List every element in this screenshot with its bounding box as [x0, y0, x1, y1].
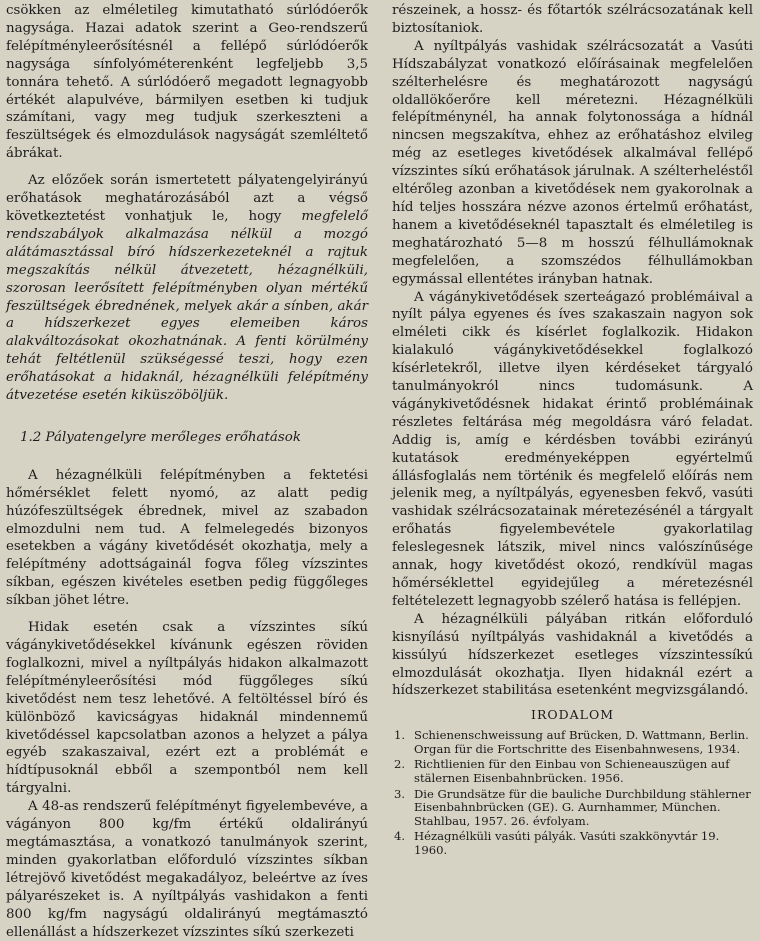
reference-text: Hézagnélküli vasúti pályák. Vasúti szakkönyvtár 19. 1960.	[414, 829, 720, 857]
references-list	[392, 729, 753, 857]
paragraph	[6, 172, 368, 405]
reference-text: Schienenschweissung auf Brücken, D. Wattmann, Berlin. Organ für die Fortschritte des Eisenbahnwesens, 1934.	[414, 728, 749, 756]
paragraph-text: Az előzőek során ismertetett pályatengelyirányú erőhatások meghatározásából azt a végső következtetést vonhatjuk le, hogy	[6, 173, 368, 224]
paragraph: Hidak esetén csak a vízszintes síkú vágánykivetődésekkel kívánunk egészen röviden foglalkozni, mivel a nyíltpályás hidakon alkalmazott felépítményleerősítési mód függőleges síkú kivetődést nem tesz lehetővé. A feltöltéssel bíró és különböző kavicságyas hidaknál mindennemű kivetődéssel kapcsolatban azonos a helyzet a pálya egyéb szakaszaival, ezért ezt a problémát e hídtípusoknál ebből a szempontból nem kell tárgyalni.	[6, 620, 368, 797]
paragraph: részeinek, a hossz- és főtartók szélrácsozatának kell biztosítaniok.	[392, 3, 753, 36]
reference-number: 4.	[394, 829, 406, 844]
left-column	[6, 2, 368, 941]
reference-item	[392, 788, 753, 829]
reference-number: 2.	[394, 757, 406, 772]
reference-text: Richtlienien für den Einbau von Schieneauszügen auf stälernen Eisenbahnbrücken. 1956.	[414, 757, 730, 786]
references-title: IRODALOM	[531, 707, 614, 723]
paragraph: csökken az elméletileg kimutatható súrlódóerők nagysága. Hazai adatok szerint a Geo-rendszerű felépítményleerősítésnél a fellépő súrlódóerők nagysága sínfolyóméterenként legfeljebb 3,5 tonnára tehető. A súrlódóerő megadott legnagyobb értékét alapulvéve, bármilyen esetben ki tudjuk számítani, vagy meg tudjuk szerkeszteni a feszültségek és elmozdulások nagyságát szemléltető ábrákat.	[6, 3, 368, 162]
emphasized-conclusion: megfelelő rendszabályok alkalmazása nélkül a mozgó alátámasztással bíró hídszerkezeteknél a rajtuk megszakítás nélkül átvezetett, hézagnélküli, szorosan leerősített felépítményben olyan mértékű feszültségek ébrednének, melyek akár a sínben, akár a hídszerkezet egyes elemeiben káros alakváltozásokat okozhatnának. A fenti körülmény tehát feltétlenül szükségessé teszi, hogy ezen erőhatásokat a hidaknál, hézagnélküli felépítmény átvezetése esetén kiküszöböljük.	[6, 208, 368, 404]
section-heading: 1.2 Pályatengelyre merőleges erőhatások	[20, 429, 301, 445]
paragraph: A hézagnélküli pályában ritkán előforduló kisnyílású nyíltpályás vashidaknál a kivetődés a kissúlyú hídszerkezet esetleges vízszintessíkú elmozdulását okozhatja. Ilyen hidaknál ezért a hídszerkezet stabilitása esetenként megvizsgálandó.	[392, 611, 753, 699]
reference-text: Die Grundsätze für die bauliche Durchbildung stählerner Eisenbahnbrücken (GE). G. Aurnhammer, München. Stahlbau, 1957. 26. évfolyam.	[414, 786, 751, 828]
reference-item	[392, 729, 753, 756]
reference-item	[392, 830, 753, 857]
paragraph: A hézagnélküli felépítményben a fektetési hőmérséklet felett nyomó, az alatt pedig húzófeszültségek ébrednek, mivel az szabadon elmozdulni nem tud. A felmelegedés bizonyos esetekben a vágány kivetődését okozhatja, mely a felépítmény adottságainál fogva főleg vízszintes síkban, egészen kivételes esetben pedig függőleges síkban jöhet létre.	[6, 467, 368, 609]
reference-number: 1.	[394, 728, 406, 743]
paragraph: A 48-as rendszerű felépítményt figyelembevéve, a vágányon 800 kg/fm értékű oldalirányú megtámasztása, a vonatkozó tanulmányok szerint, minden gyakorlatban előforduló vízszintes síkban létrejövő kivetődést megakadályoz, beleértve az íves pályarészeket is. A nyíltpályás vashidakon a fenti 800 kg/fm nagyságú oldalirányú megtámasztó ellenállást a hídszerkezet vízszintes síkú szerkezeti	[6, 799, 368, 940]
reference-item	[392, 758, 753, 785]
paragraph: A nyíltpályás vashidak szélrácsozatát a Vasúti Hídszabályzat vonatkozó előírásainak megfelelően szélterhelésre és meghatározott nagyságú oldallökőerőre kell méretezni. Hézagnélküli felépítménynél, ha annak folytonossága a hídnál nincsen megszakítva, ehhez az erőhatáshoz elvileg még az esetleges kivetődések alkalmával fellépő vízszintes síkú erőhatások járulnak. A szélterheléstől eltérőleg azonban a kivetődések nem gyakorolnak a híd teljes hosszára nézve azonos értelmű erőhatást, hanem a kivetődéseknél tapasztalt és elméletileg is meghatározható 5—8 m hosszú félhullámoknak megfelelően, a szomszédos félhullámokban egymással ellentétes irányban hatnak.	[392, 38, 753, 287]
right-column	[392, 2, 753, 860]
paragraph: A vágánykivetődések szerteágazó problémáival a nyílt pálya egyenes és íves szakaszain nagyon sok elméleti cikk és kísérlet foglalkozik. Hidakon kialakuló vágánykivetődésekkel foglalkozó kísérletekről, illetve ilyen kérdéseket tárgyaló tanulmányokról nincs tudomásunk. A vágánykivetődésnek hidakat érintő problémáinak részletes feltárása még megoldásra váró feladat. Addig is, amíg e kérdésben további ezirányú kutatások eredményeképpen egyértelmű állásfoglalás nem történik és megfelelő előírás nem jelenik meg, a nyíltpályás, egyenesben fekvő, vasúti vashidak szélrácsozatainak méretezésénél a tárgyalt erőhatás figyelembevétele gyakorlatilag feleslegesnek látszik, mivel nincs valószínűsége annak, hogy kivetődést okozó, rendkívül magas hőmérséklettel egyidejűleg a méretezésnél feltételezett legnagyobb szélerő hatása is fellépjen.	[392, 289, 753, 609]
reference-number: 3.	[394, 786, 406, 801]
